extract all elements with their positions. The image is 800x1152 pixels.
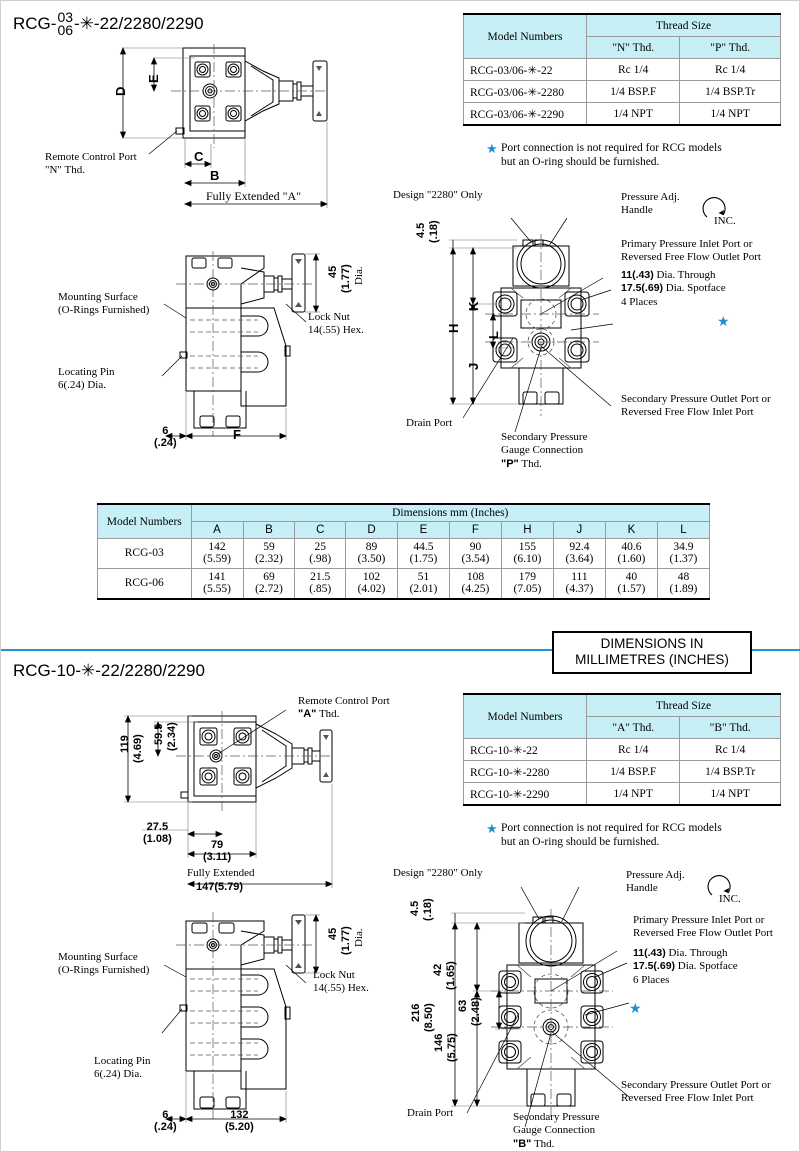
cell-dim: 108 (4.25) xyxy=(449,568,501,598)
table-row xyxy=(464,59,781,81)
star-note-line-2: but an O-ring should be furnished. xyxy=(501,836,660,849)
cell-dim: 102 (4.02) xyxy=(345,568,397,598)
cell-model: RCG-03/06-✳-22 xyxy=(464,59,587,81)
table-row xyxy=(464,739,781,761)
star-note-top xyxy=(486,141,786,170)
th-dim-D: D xyxy=(345,522,397,539)
star-note-line-1: Port connection is not required for RCG models xyxy=(501,142,722,154)
cell-dim: 179 (7.05) xyxy=(501,568,553,598)
cell-dim: 25 (.98) xyxy=(295,539,346,569)
callout-locating-pin-top: Locating Pin 6(.24) Dia. xyxy=(58,366,115,392)
callout-gauge-connection-top: Secondary Pressure Gauge Connection "P" Thd. xyxy=(501,431,588,470)
dim-45-dia-bottom: 45 (1.77) Dia. xyxy=(327,926,366,956)
callout-secondary-pressure-outlet-bottom: Secondary Pressure Outlet Port or Reversed Free Flow Inlet Port xyxy=(621,1079,771,1105)
cell-model: RCG-06 xyxy=(98,568,192,598)
dim-label-C: C xyxy=(194,149,204,164)
dim-label-L: L xyxy=(486,331,501,339)
title-model-stack xyxy=(57,11,73,37)
callout-primary-pressure-top: Primary Pressure Inlet Port or Reversed Free Flow Outlet Port xyxy=(621,238,761,264)
cell-model: RCG-03/06-✳-2290 xyxy=(464,103,587,126)
cell-model: RCG-10-✳-2280 xyxy=(464,761,587,783)
cell-model: RCG-03 xyxy=(98,539,192,569)
th-dim-H: H xyxy=(501,522,553,539)
table-row xyxy=(464,103,781,126)
dim-fully-extended-value-bottom: 147(5.79) xyxy=(196,881,244,893)
cell-dim: 51 (2.01) xyxy=(397,568,449,598)
callout-pressure-adj-handle-bottom: Pressure Adj. Handle xyxy=(626,869,685,895)
cell-dim: 92.4 (3.64) xyxy=(553,539,605,569)
table-row xyxy=(98,539,710,569)
thread-size-table-top xyxy=(463,13,781,126)
star-note-bottom xyxy=(486,821,786,850)
dim-132-bottom: 132 (5.20) xyxy=(225,1109,254,1134)
dim-216-bottom: 216 (8.50) xyxy=(410,1003,436,1033)
cell-thread-a: 1/4 BSP.F xyxy=(587,81,680,103)
dim-label-fully-extended-A: Fully Extended "A" xyxy=(206,189,302,203)
th-model-numbers: Model Numbers xyxy=(464,694,587,739)
star-icon: ★ xyxy=(486,141,498,156)
dim-27.5-bottom: 27.5 (1.08) xyxy=(143,821,172,846)
callout-pressure-adj-handle-top: Pressure Adj. Handle xyxy=(621,191,680,217)
th-dim-A: A xyxy=(191,522,243,539)
cell-model: RCG-03/06-✳-2280 xyxy=(464,81,587,103)
star-icon: ★ xyxy=(486,821,498,836)
dim-label-F: F xyxy=(233,427,241,442)
cell-thread-b: 1/4 NPT xyxy=(680,783,781,806)
callout-dia-spotface-bottom: 11(.43) Dia. Through 17.5(.69) Dia. Spotface 6 Places xyxy=(633,947,738,986)
dim-59.5-bottom: 59.5 (2.34) xyxy=(153,722,179,752)
th-thread-a: "N" Thd. xyxy=(587,37,680,59)
cell-dim: 141 (5.55) xyxy=(191,568,243,598)
dim-label-B: B xyxy=(210,168,220,183)
th-dim-K: K xyxy=(605,522,657,539)
callout-drain-port-bottom: Drain Port xyxy=(407,1107,454,1119)
dim-42-bottom: 42 (1.65) xyxy=(432,961,458,991)
cell-thread-a: 1/4 BSP.F xyxy=(587,761,680,783)
cell-dim: 21.5 (.85) xyxy=(295,568,346,598)
cell-dim: 40 (1.57) xyxy=(605,568,657,598)
th-thread-a: "A" Thd. xyxy=(587,717,680,739)
title-suffix: -✳-22/2280/2290 xyxy=(74,13,204,33)
th-thread-size: Thread Size xyxy=(587,14,781,37)
title-prefix: RCG- xyxy=(13,13,57,33)
cell-model: RCG-10-✳-2290 xyxy=(464,783,587,806)
th-dim-B: B xyxy=(243,522,295,539)
dim-45-dia-top: 45 (1.77) Dia. xyxy=(327,264,366,294)
th-thread-b: "B" Thd. xyxy=(680,717,781,739)
cell-dim: 48 (1.89) xyxy=(657,568,709,598)
cell-dim: 155 (6.10) xyxy=(501,539,553,569)
callout-inc-top: INC. xyxy=(714,215,736,227)
callout-primary-pressure-bottom: Primary Pressure Inlet Port or Reversed Free Flow Outlet Port xyxy=(633,914,773,940)
title-model-top: 03 xyxy=(57,9,74,25)
dimensions-units-box: DIMENSIONS IN MILLIMETRES (INCHES) xyxy=(552,631,752,674)
callout-mounting-surface-bottom: Mounting Surface (O-Rings Furnished) xyxy=(58,951,150,977)
dim-label-K: K xyxy=(466,301,481,311)
th-thread-b: "P" Thd. xyxy=(680,37,781,59)
dim-4.5-bottom: 4.5 (.18) xyxy=(409,898,435,922)
cell-model: RCG-10-✳-22 xyxy=(464,739,587,761)
callout-design-2280-bottom: Design "2280" Only xyxy=(393,867,483,879)
th-model-numbers: Model Numbers xyxy=(464,14,587,59)
dim-119-bottom: 119 (4.69) xyxy=(119,734,145,764)
callout-secondary-pressure-outlet-top: Secondary Pressure Outlet Port or Reversed Free Flow Inlet Port xyxy=(621,393,771,419)
cell-dim: 59 (2.32) xyxy=(243,539,295,569)
th-dim-C: C xyxy=(295,522,346,539)
th-dim-L: L xyxy=(657,522,709,539)
cell-thread-a: Rc 1/4 xyxy=(587,59,680,81)
cell-thread-a: Rc 1/4 xyxy=(587,739,680,761)
catalog-page xyxy=(1,1,799,1151)
table-row xyxy=(464,81,781,103)
cell-dim: 90 (3.54) xyxy=(449,539,501,569)
star-note-line-1: Port connection is not required for RCG models xyxy=(501,822,722,834)
cell-thread-b: 1/4 NPT xyxy=(680,103,781,126)
dim-fully-extended-label-bottom: Fully Extended xyxy=(187,867,255,879)
title-model-bottom: 06 xyxy=(57,21,74,38)
page-title-bottom: RCG-10-✳-22/2280/2290 xyxy=(13,661,205,680)
cell-thread-a: 1/4 NPT xyxy=(587,103,680,126)
cell-dim: 89 (3.50) xyxy=(345,539,397,569)
cell-dim: 69 (2.72) xyxy=(243,568,295,598)
callout-mounting-surface-top: Mounting Surface (O-Rings Furnished) xyxy=(58,291,150,317)
callout-inc-bottom: INC. xyxy=(719,893,741,905)
star-note-line-2: but an O-ring should be furnished. xyxy=(501,156,660,169)
callout-lock-nut-top: Lock Nut 14(.55) Hex. xyxy=(308,311,364,337)
cell-dim: 111 (4.37) xyxy=(553,568,605,598)
callout-design-2280-top: Design "2280" Only xyxy=(393,189,483,201)
cell-dim: 142 (5.59) xyxy=(191,539,243,569)
th-thread-size: Thread Size xyxy=(587,694,781,717)
cell-dim: 44.5 (1.75) xyxy=(397,539,449,569)
th-dimensions-group: Dimensions mm (Inches) xyxy=(191,504,709,522)
callout-drain-port-top: Drain Port xyxy=(406,417,453,429)
cell-dim: 40.6 (1.60) xyxy=(605,539,657,569)
dim-label-D: D xyxy=(113,86,128,96)
table-row xyxy=(464,761,781,783)
dim-146-bottom: 146 (5.75) xyxy=(433,1033,459,1063)
dim-label-J: J xyxy=(466,362,481,370)
dim-63-bottom: 63 (2.48) xyxy=(457,997,483,1027)
th-dim-E: E xyxy=(397,522,449,539)
callout-remote-control-port-bottom: Remote Control Port "A" Thd. xyxy=(298,695,390,721)
table-row xyxy=(98,568,710,598)
cell-thread-b: 1/4 BSP.Tr xyxy=(680,81,781,103)
dim-79-bottom: 79 (3.11) xyxy=(203,839,232,864)
dim-6-bottom: 6 (.24) xyxy=(154,1109,177,1134)
cell-thread-b: Rc 1/4 xyxy=(680,59,781,81)
th-dim-F: F xyxy=(449,522,501,539)
cell-dim: 34.9 (1.37) xyxy=(657,539,709,569)
dim-label-H: H xyxy=(446,323,461,333)
cell-thread-b: 1/4 BSP.Tr xyxy=(680,761,781,783)
cell-thread-b: Rc 1/4 xyxy=(680,739,781,761)
th-dim-J: J xyxy=(553,522,605,539)
dim-label-E: E xyxy=(146,74,161,83)
dimensions-table xyxy=(97,503,710,600)
callout-dia-spotface-top: 11(.43) Dia. Through 17.5(.69) Dia. Spotface 4 Places xyxy=(621,269,726,308)
table-row xyxy=(464,783,781,806)
star-icon-bottom-drawing: ★ xyxy=(629,1002,642,1017)
cell-thread-a: 1/4 NPT xyxy=(587,783,680,806)
page-title-top xyxy=(13,11,204,37)
callout-lock-nut-bottom: Lock Nut 14(.55) Hex. xyxy=(313,969,369,995)
callout-remote-control-port-top: Remote Control Port "N" Thd. xyxy=(45,151,137,177)
thread-size-table-bottom xyxy=(463,693,781,806)
th-model-numbers: Model Numbers xyxy=(98,504,192,539)
callout-gauge-connection-bottom: Secondary Pressure Gauge Connection "B" Thd. xyxy=(513,1111,600,1150)
dim-4.5-top: 4.5 (.18) xyxy=(415,220,441,244)
star-icon-top-drawing: ★ xyxy=(717,315,730,330)
dim-6-top: 6 (.24) xyxy=(154,425,177,450)
callout-locating-pin-bottom: Locating Pin 6(.24) Dia. xyxy=(94,1055,151,1081)
